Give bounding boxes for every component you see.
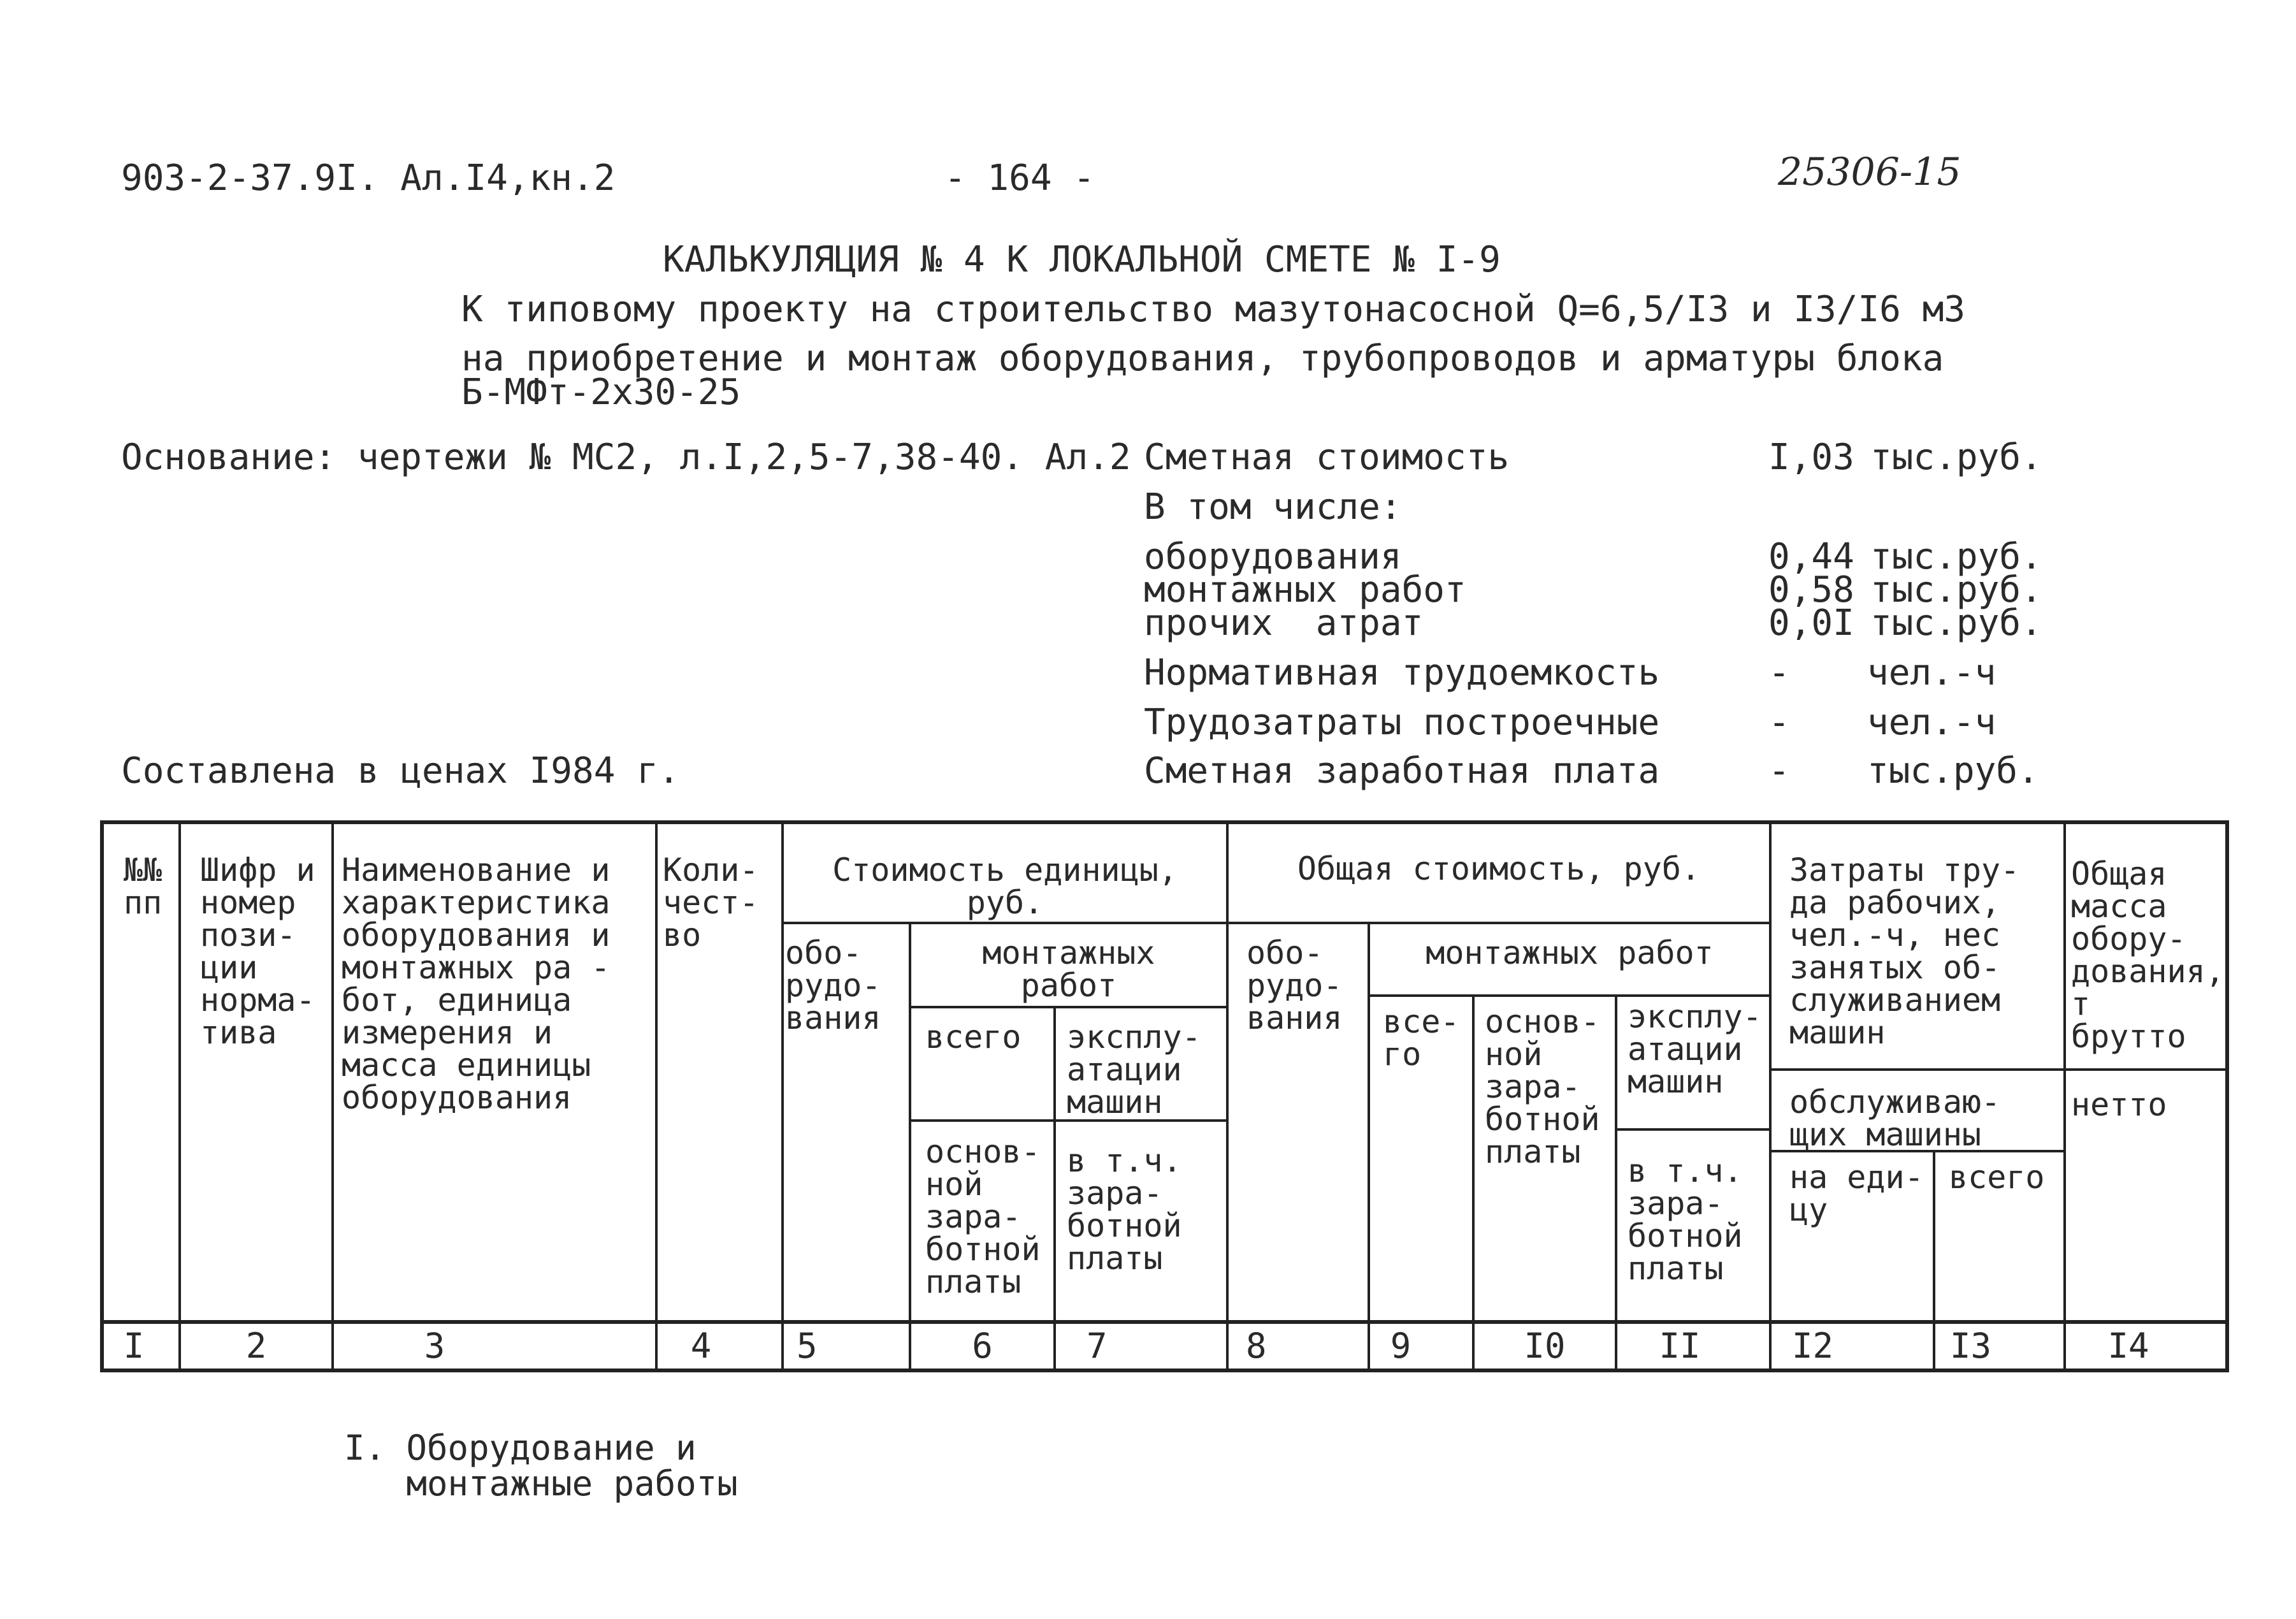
- header-total-cost-incl-wage: в т.ч. зара- ботной платы: [1628, 1152, 1743, 1287]
- column-number: 6: [972, 1326, 993, 1366]
- header-labor: Затраты тру- да рабочих, чел.-ч, нес занятых об- служиванием машин: [1789, 852, 2020, 1051]
- summary-value: 0,44: [1768, 536, 1854, 577]
- summary-label: монтажных работ: [1144, 569, 1466, 611]
- column-number: I0: [1524, 1326, 1566, 1366]
- summary-unit: тыс.руб.: [1867, 750, 2039, 792]
- header-unit-cost: Стоимость единицы, руб.: [832, 852, 1178, 921]
- column-number: I2: [1792, 1326, 1834, 1366]
- column-number: 3: [424, 1326, 445, 1366]
- column-number: 5: [797, 1326, 818, 1366]
- summary-unit: тыс.руб.: [1870, 569, 2042, 611]
- column-number: 2: [245, 1326, 267, 1366]
- summary-value: -: [1768, 652, 1790, 693]
- section-heading: I. Оборудование и монтажные работы: [344, 1428, 738, 1504]
- column-number: II: [1659, 1326, 1701, 1366]
- column-number: 9: [1390, 1326, 1412, 1366]
- column-number: I4: [2107, 1326, 2149, 1366]
- column-number: I3: [1950, 1326, 1992, 1366]
- summary-unit: чел.-ч: [1867, 652, 1996, 693]
- column-number: 7: [1087, 1326, 1108, 1366]
- summary-label: Сметная стоимость: [1144, 437, 1510, 478]
- summary-value: 0,0I: [1768, 602, 1854, 644]
- header-mass-net: нетто: [2071, 1086, 2167, 1123]
- document-code: 903-2-37.9I. Ал.I4,кн.2: [121, 157, 616, 199]
- header-unit-cost-total: всего: [925, 1019, 1022, 1056]
- summary-unit: тыс.руб.: [1870, 602, 2042, 644]
- block-line: Б-МФт-2х30-25: [461, 372, 741, 413]
- header-number: №№ пп: [124, 852, 162, 921]
- header-total-cost: Общая стоимость, руб.: [1297, 850, 1701, 887]
- summary-value: -: [1768, 702, 1790, 743]
- subject-line: на приобретение и монтаж оборудования, трубопроводов и арматуры блока: [461, 338, 1944, 379]
- summary-value: 0,58: [1768, 569, 1854, 611]
- header-labor-per-unit: на еди- цу: [1789, 1159, 1924, 1228]
- header-unit-cost-equipment: обо- рудо- вания: [785, 934, 881, 1036]
- summary-label: прочих атрат: [1144, 602, 1424, 644]
- summary-label: оборудования: [1144, 536, 1402, 577]
- header-unit-cost-installation: монтажных работ: [982, 934, 1155, 1004]
- summary-label: В том числе:: [1144, 486, 1402, 528]
- sheet-code: 25306-15: [1778, 150, 1961, 194]
- header-quantity: Коли- чест- во: [663, 852, 759, 954]
- calculation-title: КАЛЬКУЛЯЦИЯ № 4 К ЛОКАЛЬНОЙ СМЕТЕ № I-9: [663, 239, 1501, 280]
- header-labor-total: всего: [1949, 1159, 2045, 1196]
- summary-label: Нормативная трудоемкость: [1144, 652, 1660, 693]
- column-number: 4: [690, 1326, 712, 1366]
- header-total-cost-base-wage: основ- ной зара- ботной платы: [1485, 1003, 1600, 1170]
- header-total-cost-equipment: обо- рудо- вания: [1246, 934, 1343, 1036]
- header-total-cost-machines: эксплу- атации машин: [1628, 998, 1762, 1100]
- project-line: К типовому проекту на строительство мазутонасосной Q=6,5/I3 и I3/I6 м3: [461, 289, 1966, 330]
- page-number: - 164 -: [944, 157, 1095, 199]
- header-name: Наименование и характеристика оборудования и монтажных ра - бот, единица измерения и масса единицы оборудования: [342, 852, 610, 1116]
- summary-value: I,03: [1768, 437, 1854, 478]
- summary-unit: тыс.руб.: [1870, 536, 2042, 577]
- summary-unit: тыс.руб.: [1870, 437, 2042, 478]
- header-labor-service: обслуживаю- щих машины: [1789, 1084, 2001, 1153]
- header-unit-cost-machines: эксплу- атации машин: [1067, 1019, 1201, 1121]
- header-code: Шифр и номер пози- ции норма- тива: [200, 852, 315, 1051]
- header-total-cost-total: все- го: [1383, 1003, 1460, 1073]
- header-mass: Общая масса обору- дования, т брутто: [2071, 855, 2225, 1055]
- header-unit-cost-base-wage: основ- ной зара- ботной платы: [925, 1133, 1041, 1300]
- summary-unit: чел.-ч: [1867, 702, 1996, 743]
- summary-value: -: [1768, 750, 1790, 792]
- summary-label: Сметная заработная плата: [1144, 750, 1660, 792]
- header-unit-cost-incl-wage: в т.ч. зара- ботной платы: [1067, 1142, 1182, 1277]
- header-total-cost-installation: монтажных работ: [1426, 934, 1714, 971]
- column-number: I: [123, 1326, 145, 1366]
- basis-text: Основание: чертежи № МС2, л.I,2,5-7,38-40. Ал.2: [121, 437, 1131, 478]
- summary-label: Трудозатраты построечные: [1144, 702, 1660, 743]
- column-number: 8: [1246, 1326, 1267, 1366]
- prices-year-text: Составлена в ценах I984 г.: [121, 750, 680, 792]
